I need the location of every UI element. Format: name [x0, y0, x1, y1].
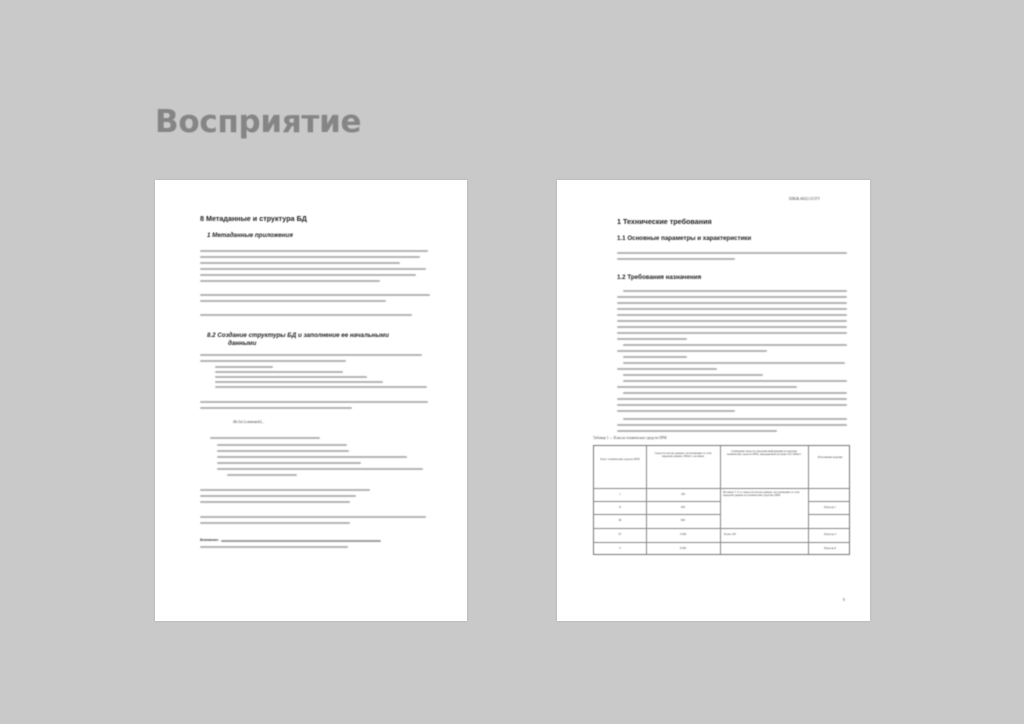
- page-number: 8: [843, 598, 845, 602]
- classes-table: [593, 445, 850, 555]
- doc-code: ЕВКЖ.46021.013ТУ: [789, 197, 821, 201]
- subsection-title: 1.1 Основные параметры и характеристики: [617, 235, 752, 242]
- subsection-title: 1 Метаданные приложения: [207, 232, 293, 239]
- table-header-class: Класс технических средств ОРМ: [600, 458, 640, 461]
- table-cell: III: [618, 519, 622, 522]
- table-cell: Пульсар 4: [824, 533, 836, 536]
- table-header-total: Суммарная скорость передачи информации по каналам технических средств ОРМ, передаваемой на пункт ПУ, Мбит/с: [726, 450, 802, 457]
- table-cell: 4 000: [679, 533, 687, 536]
- subsection-title-2: 1.2 Требования назначения: [617, 274, 702, 281]
- table-cell: 1: [619, 493, 621, 496]
- slide-title: Восприятие: [155, 104, 362, 140]
- table-cell: 8 000: [679, 547, 687, 550]
- table-cell: 100: [680, 493, 686, 496]
- table-cell: Пульсар 8: [824, 547, 836, 550]
- table-cell: 800: [680, 519, 686, 522]
- table-cell: Более 100: [724, 533, 736, 536]
- document-page-right: [557, 180, 870, 621]
- table-cell: 400: [680, 506, 686, 509]
- table-merged-note: Не менее 5 % от скорости потока данных, поступающих от сети передачи данных на технические средства ОРМ: [723, 491, 800, 498]
- subsection-title-2-cont: данными: [228, 340, 257, 347]
- table-header-speed: Скорость потока данных, поступающих от сети передачи данных, Мбит/с, не менее: [654, 452, 712, 459]
- table-cell: Пульсар 1: [824, 506, 836, 509]
- table-header-variant: Исполнение изделия: [817, 456, 843, 459]
- table-cell: IV: [618, 533, 622, 536]
- table-cell: II: [619, 506, 621, 509]
- section-title: 8 Метаданные и структура БД: [200, 214, 307, 223]
- document-page-left: [155, 180, 467, 621]
- table-caption: Таблица 1 — Классы технических средств ОРМ: [593, 436, 667, 440]
- note-label: Внимание:: [200, 538, 220, 542]
- section-title: 1 Технические требования: [617, 217, 712, 226]
- subsection-title-2: 8.2 Создание структуры БД и заполнение ее начальными: [207, 332, 389, 339]
- table-cell: V: [618, 547, 622, 550]
- code-line: dbt list [commands]...: [233, 420, 265, 424]
